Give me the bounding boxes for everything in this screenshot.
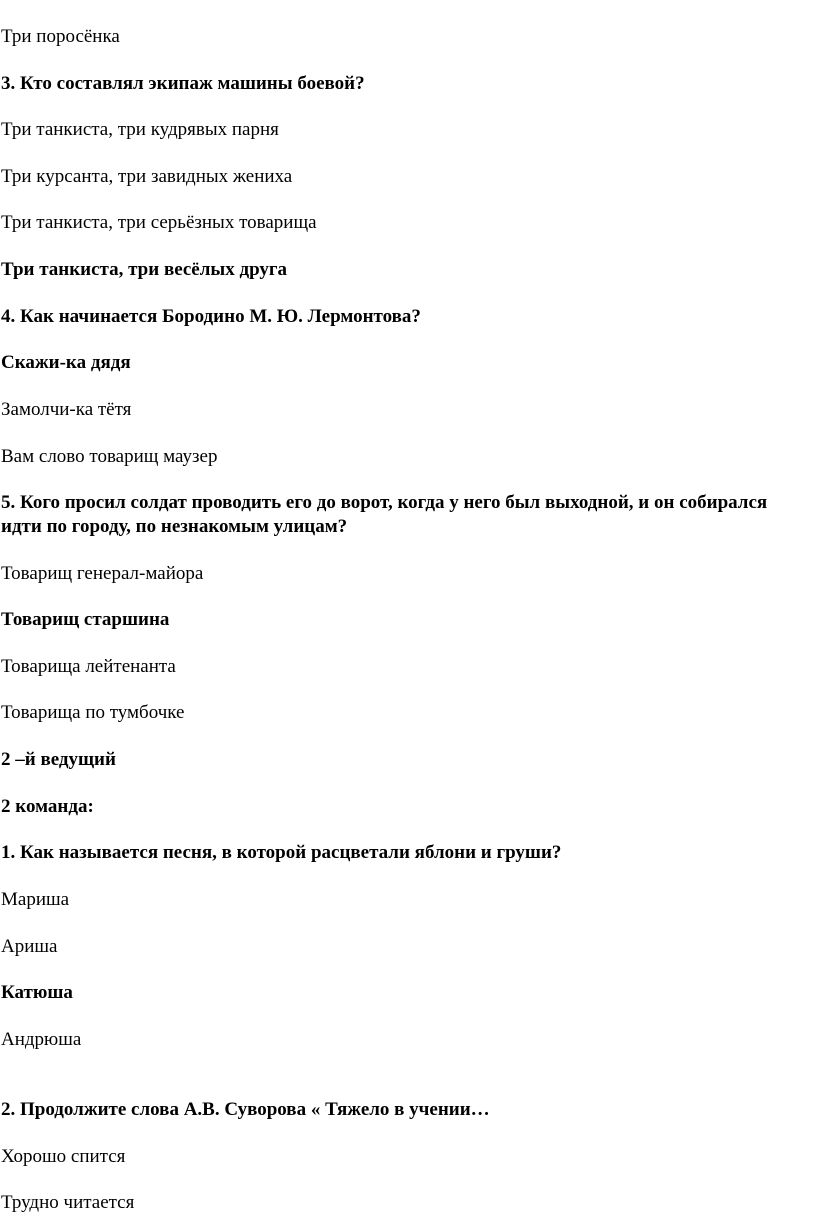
correct-answer: Катюша <box>1 982 73 1003</box>
question-1: 1. Как называется песня, в которой расцветали яблони и груши? <box>1 842 562 863</box>
question-3: 3. Кто составлял экипаж машины боевой? <box>1 73 365 94</box>
section-heading: 2 –й ведущий <box>1 749 116 770</box>
question-5: 5. Кого просил солдат проводить его до ворот, когда у него был выходной, и он собирался идти по городу, по незнакомым улицам? <box>1 492 768 537</box>
answer-option: Трудно читается <box>1 1192 135 1213</box>
answer-option: Мариша <box>1 889 70 910</box>
answer-option: Ариша <box>1 936 58 957</box>
answer-option: Три танкиста, три серьёзных товарища <box>1 212 317 233</box>
question-2: 2. Продолжите слова А.В. Суворова « Тяжело в учении… <box>1 1099 490 1120</box>
answer-option: Товарищ генерал-майора <box>1 563 204 584</box>
answer-option: Андрюша <box>1 1029 82 1050</box>
answer-option: Замолчи-ка тётя <box>1 399 132 420</box>
correct-answer: Скажи-ка дядя <box>1 352 131 373</box>
question-4: 4. Как начинается Бородино М. Ю. Лермонтова? <box>1 306 421 327</box>
section-heading: 2 команда: <box>1 796 94 817</box>
correct-answer: Три танкиста, три весёлых друга <box>1 259 288 280</box>
answer-option: Три танкиста, три кудрявых парня <box>1 119 279 140</box>
answer-option: Три поросёнка <box>1 26 120 47</box>
answer-option: Товарища лейтенанта <box>1 656 176 677</box>
answer-option: Товарища по тумбочке <box>1 702 185 723</box>
answer-option: Хорошо спится <box>1 1146 126 1167</box>
correct-answer: Товарищ старшина <box>1 609 170 630</box>
answer-option: Три курсанта, три завидных жениха <box>1 166 293 187</box>
answer-option: Вам слово товарищ маузер <box>1 446 218 467</box>
